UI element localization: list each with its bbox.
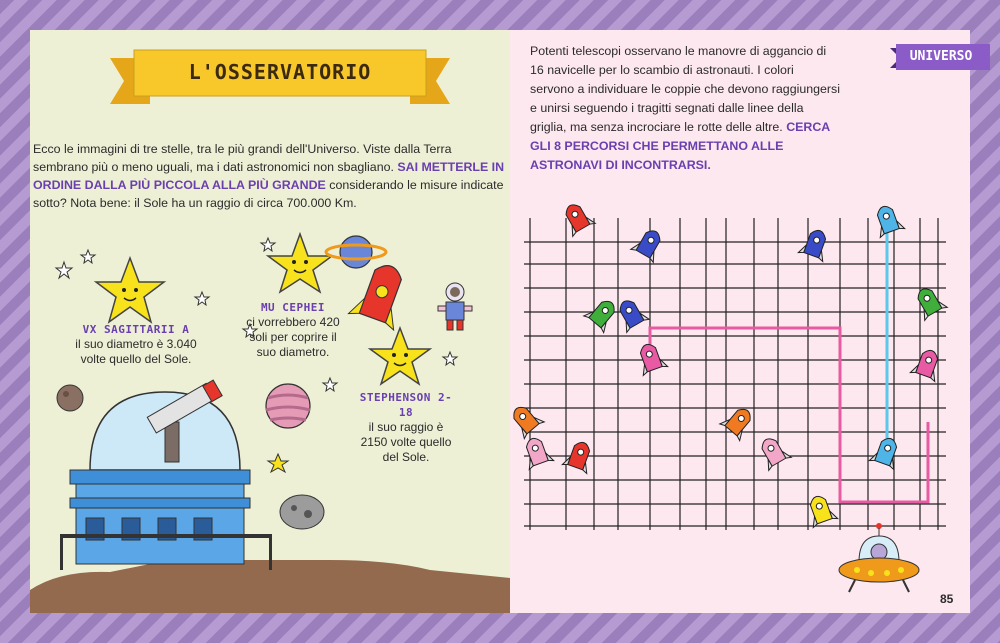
page-number: 85 (940, 592, 954, 606)
tiny-star-icon (443, 352, 457, 365)
tiny-star-icon (195, 292, 209, 305)
tiny-star-icon (56, 262, 72, 278)
rocket-green-icon (911, 283, 948, 320)
ufo-icon (835, 522, 925, 602)
star-stephenson-icon (370, 328, 430, 384)
intro-part1: Ecco le immagini di tre stelle, tra le più grandi dell'Universo. Viste dalla Terra sembrano più o meno uguali, ma i dati astronomici non sbagliano. (33, 142, 452, 174)
striped-planet-icon (266, 384, 310, 428)
intro-highlight: SAI METTERLE IN ORDINE DALLA PIÙ PICCOLA ALLA PIÙ GRANDE (33, 160, 505, 192)
right-page (510, 30, 973, 613)
left-page (30, 30, 510, 613)
star-label-vx: VX SAGITTARII A il suo diametro è 3.040 volte quello del Sole. (75, 323, 197, 366)
astronaut-icon (438, 283, 472, 330)
rocket-pink-icon (910, 346, 944, 381)
asteroid-icon (57, 385, 83, 411)
rocket-red-icon (559, 199, 596, 236)
intro-part2: considerando le misure indicate sotto? Nota bene: il Sole ha un raggio di circa 700.000 Km. (33, 178, 504, 210)
rocket-light-blue-icon (869, 434, 903, 469)
rocket-yellow-icon (804, 492, 838, 527)
observatory-building-icon (60, 380, 272, 570)
star-label-mu: MU CEPHEI ci vorrebbero 420 soli per coprire il suo diametro. (246, 301, 340, 359)
star-vx-sagittarii-icon (96, 258, 164, 322)
page-title: L'OSSERVATORIO (188, 60, 372, 84)
rocket-pink-icon (634, 340, 668, 375)
section-tag: UNIVERSO (890, 44, 990, 72)
tiny-yellow-star-icon (268, 454, 288, 472)
star-mu-cephei-icon (268, 234, 332, 292)
puzzle-text-highlight: CERCA GLI 8 PERCORSI CHE PERMETTANO ALLE ASTRONAVI DI INCONTRARSI. (530, 120, 830, 172)
tiny-star-icon (261, 238, 275, 251)
tiny-star-icon (323, 378, 337, 391)
rocket-light-pink-icon (520, 434, 554, 469)
rocket-icon (349, 258, 414, 330)
rocket-light-pink-icon (755, 433, 792, 470)
rocket-blue-icon (798, 226, 832, 261)
tiny-star-icon (81, 250, 95, 263)
rocket-light-blue-icon (871, 202, 905, 237)
saturn-planet-icon (326, 236, 386, 268)
rocket-green-icon (584, 294, 622, 332)
gray-asteroid-icon (280, 495, 324, 529)
star-label-stephenson: STEPHENSON 2-18 il suo raggio è 2150 volte quello del Sole. (359, 391, 453, 464)
rocket-orange-icon (510, 400, 544, 438)
puzzle-text-part1: Potenti telescopi osservano le manovre di aggancio di 16 navicelle per lo scambio di astronauti. I colori servono a individuare le coppie che devono raggiungersi e unirsi seguendo i tragitti segnati dalle linee della griglia, ma senza incrociare le rotte delle altre. (530, 44, 840, 134)
rocket-blue-icon (631, 225, 668, 262)
